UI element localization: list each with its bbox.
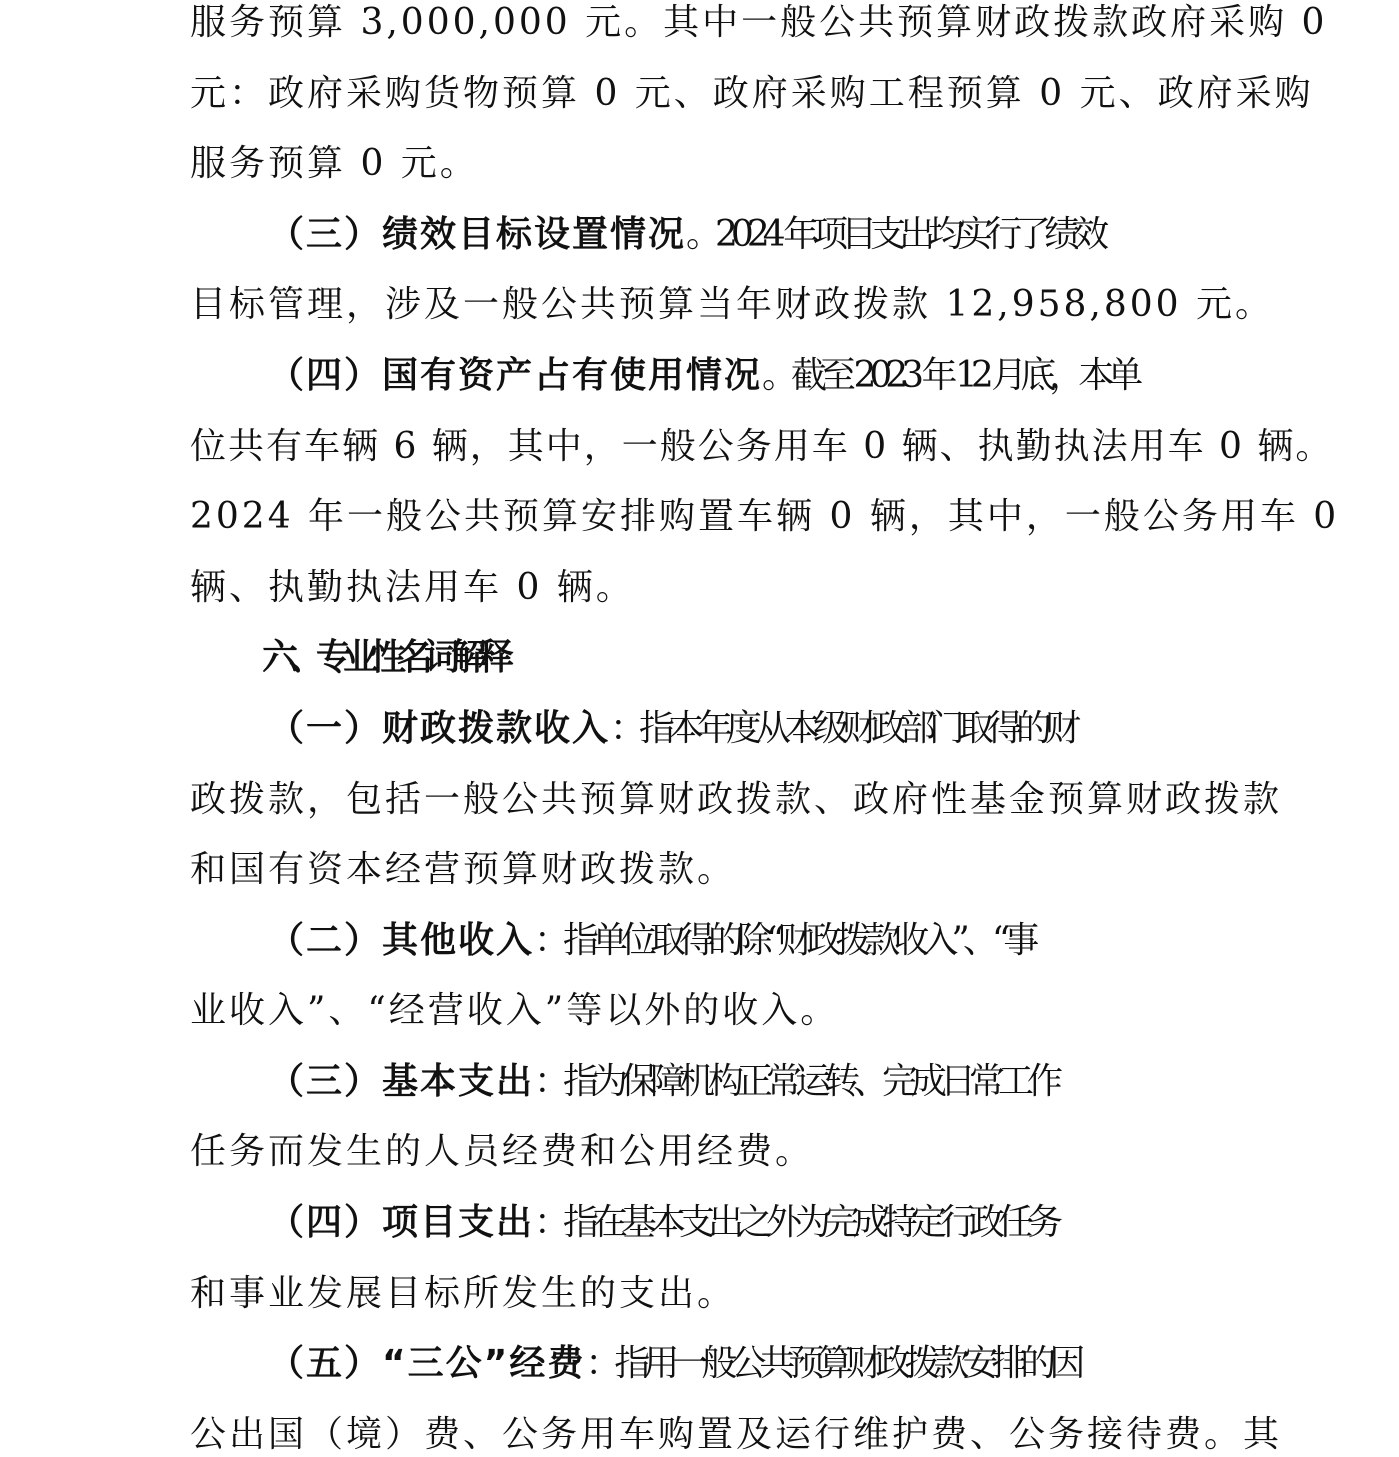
paragraph-line (190, 1130, 1350, 1174)
paragraph-line (190, 495, 1350, 539)
line-text: 目标管理，涉及一般公共预算当年财政拨款 12,958,800 元。 (190, 284, 1275, 325)
paragraph-line (190, 1, 1350, 45)
section-label: （四）国有资产占有使用情况 (268, 355, 763, 396)
line-text: 任务而发生的人员经费和公用经费。 (190, 1131, 815, 1172)
paragraph-line (268, 354, 1399, 398)
paragraph-line (268, 1342, 1399, 1386)
paragraph-line (190, 566, 1350, 610)
line-text: ：指用一般公共预算财政拨款安排的因 (585, 1343, 1079, 1384)
line-text: 业收入”、“经营收入”等以外的收入。 (190, 990, 840, 1031)
paragraph-line (268, 213, 1399, 257)
line-text: ：指单位取得的除“财政拨款收入”、“事 (534, 920, 1033, 961)
line-text: 服务预算 3,000,000 元。其中一般公共预算财政拨款政府采购 0 (190, 2, 1328, 43)
line-text: 元：政府采购货物预算 0 元、政府采购工程预算 0 元、政府采购 (190, 73, 1314, 114)
paragraph-line (190, 142, 1350, 186)
line-text: 公出国（境）费、公务用车购置及运行维护费、公务接待费。其 (190, 1414, 1283, 1455)
paragraph-line (190, 283, 1350, 327)
paragraph-line (268, 1060, 1399, 1104)
line-text: 辆、执勤执法用车 0 辆。 (190, 567, 635, 608)
line-text: 服务预算 0 元。 (190, 143, 479, 184)
paragraph-line (268, 1201, 1399, 1245)
line-text: ：指本年度从本级财政部门取得的财 (610, 708, 1075, 749)
term-label: （一）财政拨款收入 (268, 708, 611, 749)
section-heading: 六、专业性名词解释 (262, 637, 506, 678)
paragraph-line (190, 848, 1350, 892)
term-label: （五）“三公”经费 (268, 1343, 586, 1384)
paragraph-line (190, 1413, 1350, 1457)
term-label: （二）其他收入 (268, 920, 535, 961)
line-text: 和国有资本经营预算财政拨款。 (190, 849, 737, 890)
paragraph-line (190, 425, 1350, 469)
term-label: （三）基本支出 (268, 1061, 535, 1102)
line-text: ：指为保障机构正常运转、完成日常工作 (534, 1061, 1057, 1102)
paragraph-line (190, 778, 1350, 822)
line-text: ：指在基本支出之外为完成特定行政任务 (534, 1202, 1057, 1243)
section-label: （三）绩效目标设置情况 (268, 214, 687, 255)
line-text: 位共有车辆 6 辆，其中，一般公务用车 0 辆、执勤执法用车 0 辆。 (190, 426, 1334, 467)
line-text: 和事业发展目标所发生的支出。 (190, 1273, 737, 1314)
line-text: 。2024 年项目支出均实行了绩效 (686, 214, 1103, 255)
term-label: （四）项目支出 (268, 1202, 535, 1243)
paragraph-line (190, 72, 1350, 116)
paragraph-line (268, 919, 1399, 963)
paragraph-line (190, 1272, 1350, 1316)
paragraph-line (268, 707, 1399, 751)
paragraph-line (190, 989, 1350, 1033)
line-text: 政拨款，包括一般公共预算财政拨款、政府性基金预算财政拨款 (190, 779, 1283, 820)
line-text: 。截至 2023 年 12 月底，本单 (762, 355, 1137, 396)
line-text: 2024 年一般公共预算安排购置车辆 0 辆，其中，一般公务用车 0 (190, 496, 1340, 537)
